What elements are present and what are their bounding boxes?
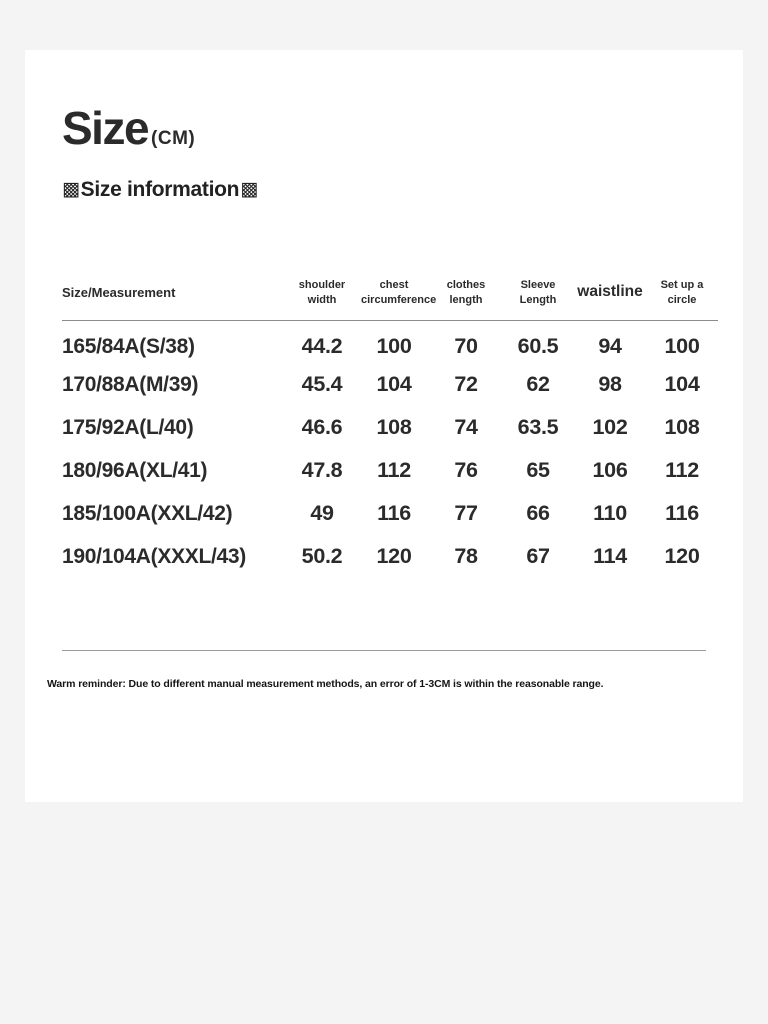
column-header-sleeve-length: Sleeve Length — [502, 274, 574, 320]
table-cell: 67 — [526, 544, 550, 569]
table-cell: 76 — [454, 458, 478, 483]
size-label: 185/100A(XXL/42) — [62, 501, 233, 525]
table-cell: 104 — [664, 372, 700, 397]
table-row — [62, 320, 718, 363]
page-title: Size — [62, 102, 149, 154]
missing-glyph-box-icon: ▩ — [62, 177, 80, 200]
table-cell: 65 — [526, 458, 550, 483]
size-label: 170/88A(M/39) — [62, 372, 199, 396]
size-chart-card — [25, 50, 743, 802]
table-row — [62, 406, 718, 449]
table-cell: 63.5 — [517, 415, 559, 440]
table-cell: 112 — [377, 458, 411, 483]
table-cell: 102 — [592, 415, 628, 440]
column-header-shoulder-width: shoulder width — [286, 274, 358, 320]
table-cell: 114 — [593, 544, 627, 569]
table-cell: 66 — [526, 501, 550, 526]
table-cell: 110 — [593, 501, 627, 526]
table-cell: 104 — [376, 372, 412, 397]
table-cell: 100 — [376, 334, 412, 359]
table-cell: 44.2 — [301, 334, 343, 359]
column-header-clothes-length: clothes length — [430, 274, 502, 320]
table-cell: 46.6 — [301, 415, 343, 440]
table-cell: 45.4 — [301, 372, 343, 397]
table-row — [62, 363, 718, 406]
table-cell: 50.2 — [301, 544, 343, 569]
warm-reminder-text: Warm reminder: Due to different manual measurement methods, an error of 1-3CM is within the reasonable range. — [47, 678, 604, 691]
table-cell: 112 — [665, 458, 699, 483]
table-bottom-divider — [62, 650, 706, 651]
table-cell: 78 — [454, 544, 478, 569]
table-cell: 94 — [598, 334, 622, 359]
size-label: 175/92A(L/40) — [62, 415, 194, 439]
table-cell: 116 — [665, 501, 699, 526]
table-row — [62, 449, 718, 492]
table-header-row — [62, 274, 718, 320]
table-cell: 98 — [598, 372, 622, 397]
column-header-set-up-a-circle: Set up a circle — [646, 274, 718, 320]
size-label: 190/104A(XXXL/43) — [62, 544, 247, 568]
table-row — [62, 535, 718, 578]
page-title-unit: (CM) — [151, 128, 196, 149]
size-information-heading-text: Size information — [80, 178, 240, 201]
column-header-chest-circumference: chest circumference — [358, 274, 430, 320]
table-cell: 106 — [592, 458, 628, 483]
table-cell: 120 — [664, 544, 700, 569]
column-header-size-measurement: Size/Measurement — [62, 274, 286, 320]
table-cell: 62 — [526, 372, 550, 397]
table-cell: 74 — [454, 415, 478, 440]
column-header-waistline: waistline — [574, 274, 646, 320]
table-cell: 108 — [664, 415, 700, 440]
table-cell: 70 — [454, 334, 478, 359]
title-row — [62, 102, 743, 154]
size-label: 165/84A(S/38) — [62, 334, 195, 358]
table-cell: 108 — [376, 415, 412, 440]
table-cell: 77 — [454, 501, 478, 526]
table-cell: 47.8 — [301, 458, 343, 483]
table-cell: 49 — [310, 501, 334, 526]
size-label: 180/96A(XL/41) — [62, 458, 208, 482]
table-cell: 60.5 — [517, 334, 559, 359]
size-information-heading — [62, 178, 743, 202]
table-cell: 72 — [454, 372, 478, 397]
table-cell: 100 — [664, 334, 700, 359]
table-cell: 120 — [376, 544, 412, 569]
table-row — [62, 492, 718, 535]
size-measurement-table — [62, 274, 718, 578]
table-cell: 116 — [377, 501, 411, 526]
missing-glyph-box-icon: ▩ — [240, 177, 258, 200]
